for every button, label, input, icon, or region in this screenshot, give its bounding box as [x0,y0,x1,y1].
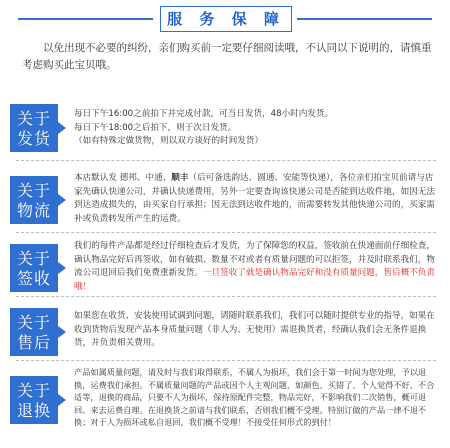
tag-label-1: 关于 [16,109,51,128]
tag-shipping [10,104,58,152]
tag-label-1: 关于 [16,313,51,332]
divider [16,160,436,161]
receipt-warning: 一旦签收了就是确认物品完好和没有质量问题，售后概不负责哦！ [74,268,435,292]
shipping-line: 每日下午18:00之后拍下，则于次日发货。 [74,122,237,133]
shipping-line: 每日下午16:00之前拍下并完成付款，可当日发货，48小时内发货。 [74,109,334,119]
title-bar [10,6,440,32]
tag-aftersales [10,308,58,356]
section-shipping-body [74,108,439,149]
tag-label-2: 物流 [16,201,51,220]
logistics-text-post: （后可备选韵达、圆通、安能等快递），各位亲们拍宝贝前请与店家先确认快递公司，并确认快递费用，另外一定要查询该快递公司是否能到达收件地，如因无法到达造成损失的，由买家自行承担；因无法到达收件地的，而需要转发其他快递公司的，买家需补或负责转发所产生的运费。 [74,173,435,224]
tag-label-1: 关于 [16,249,51,268]
divider [16,296,436,297]
section-returns-body: 产品如属质量问题，请及时与我们取得联系，不属人为损坏，我们会于第一时间为您处理，予以退换，运费我们承担。不属质量问题的产品或因个人主观问题，如颜色、买错了、个人觉得不好、不合适等，退换的商品，只要不人为损坏，保持原配件完整，物品完好，不影响我们二次销售，概可退回。来去运费自理。在退换货之前请与我们联系，否则我们概不受理。特别订做的产品一律不退不换；对于人为损坏或私自退回，我们概不受理！不接受任何形式的到付！ [74,367,435,428]
section-aftersales-body: 如果您在收货、安装使用试调到问题，请随时联系我们，我们可以随时提供专业的指导，如果在收到货物后发现产品本身质量问题（非人为、无使用）需退换货者，经确认我们会无条件退换货，并负责相关费用。 [74,311,435,348]
tag-label-2: 发货 [16,129,51,148]
tag-label-1: 关于 [16,181,51,200]
tag-returns [10,376,58,424]
tag-label-2: 退换 [16,401,51,420]
receipt-text: 我们的每件产品都是经过仔细检查后才发货，为了保障您的权益，签收前在快递面前仔细检查，确认物品完好后再签收，如有破损、数量不对或者有质量问题的可以拒签，并及时联系我们，物流公司退回后我们免费重新发货。 [74,241,435,278]
page-title: 服 务 保 障 [160,6,292,32]
tag-label-1: 关于 [16,381,51,400]
divider [16,232,436,233]
intro-text: 以免出现不必要的纠纷，亲们购买前一定要仔细阅读哦，不认同以下说明的，请慎重考虑购买此宝贝哦。 [22,42,432,71]
tag-label-2: 售后 [16,333,51,352]
logistics-text-pre: 本店默认发 德邦、中通、 [74,173,172,183]
tag-logistics [10,176,58,224]
section-receipt-body [74,240,439,294]
tag-label-2: 签收 [16,269,51,288]
logistics-text-bold: 顺丰 [171,173,189,183]
tag-receipt [10,244,58,292]
title-line-left [18,18,153,20]
title-line-right [297,18,432,20]
section-logistics-body [74,172,439,226]
shipping-line: （如有特殊定做货物，则以双方谈好的时间发货） [74,136,264,146]
divider [16,360,436,361]
